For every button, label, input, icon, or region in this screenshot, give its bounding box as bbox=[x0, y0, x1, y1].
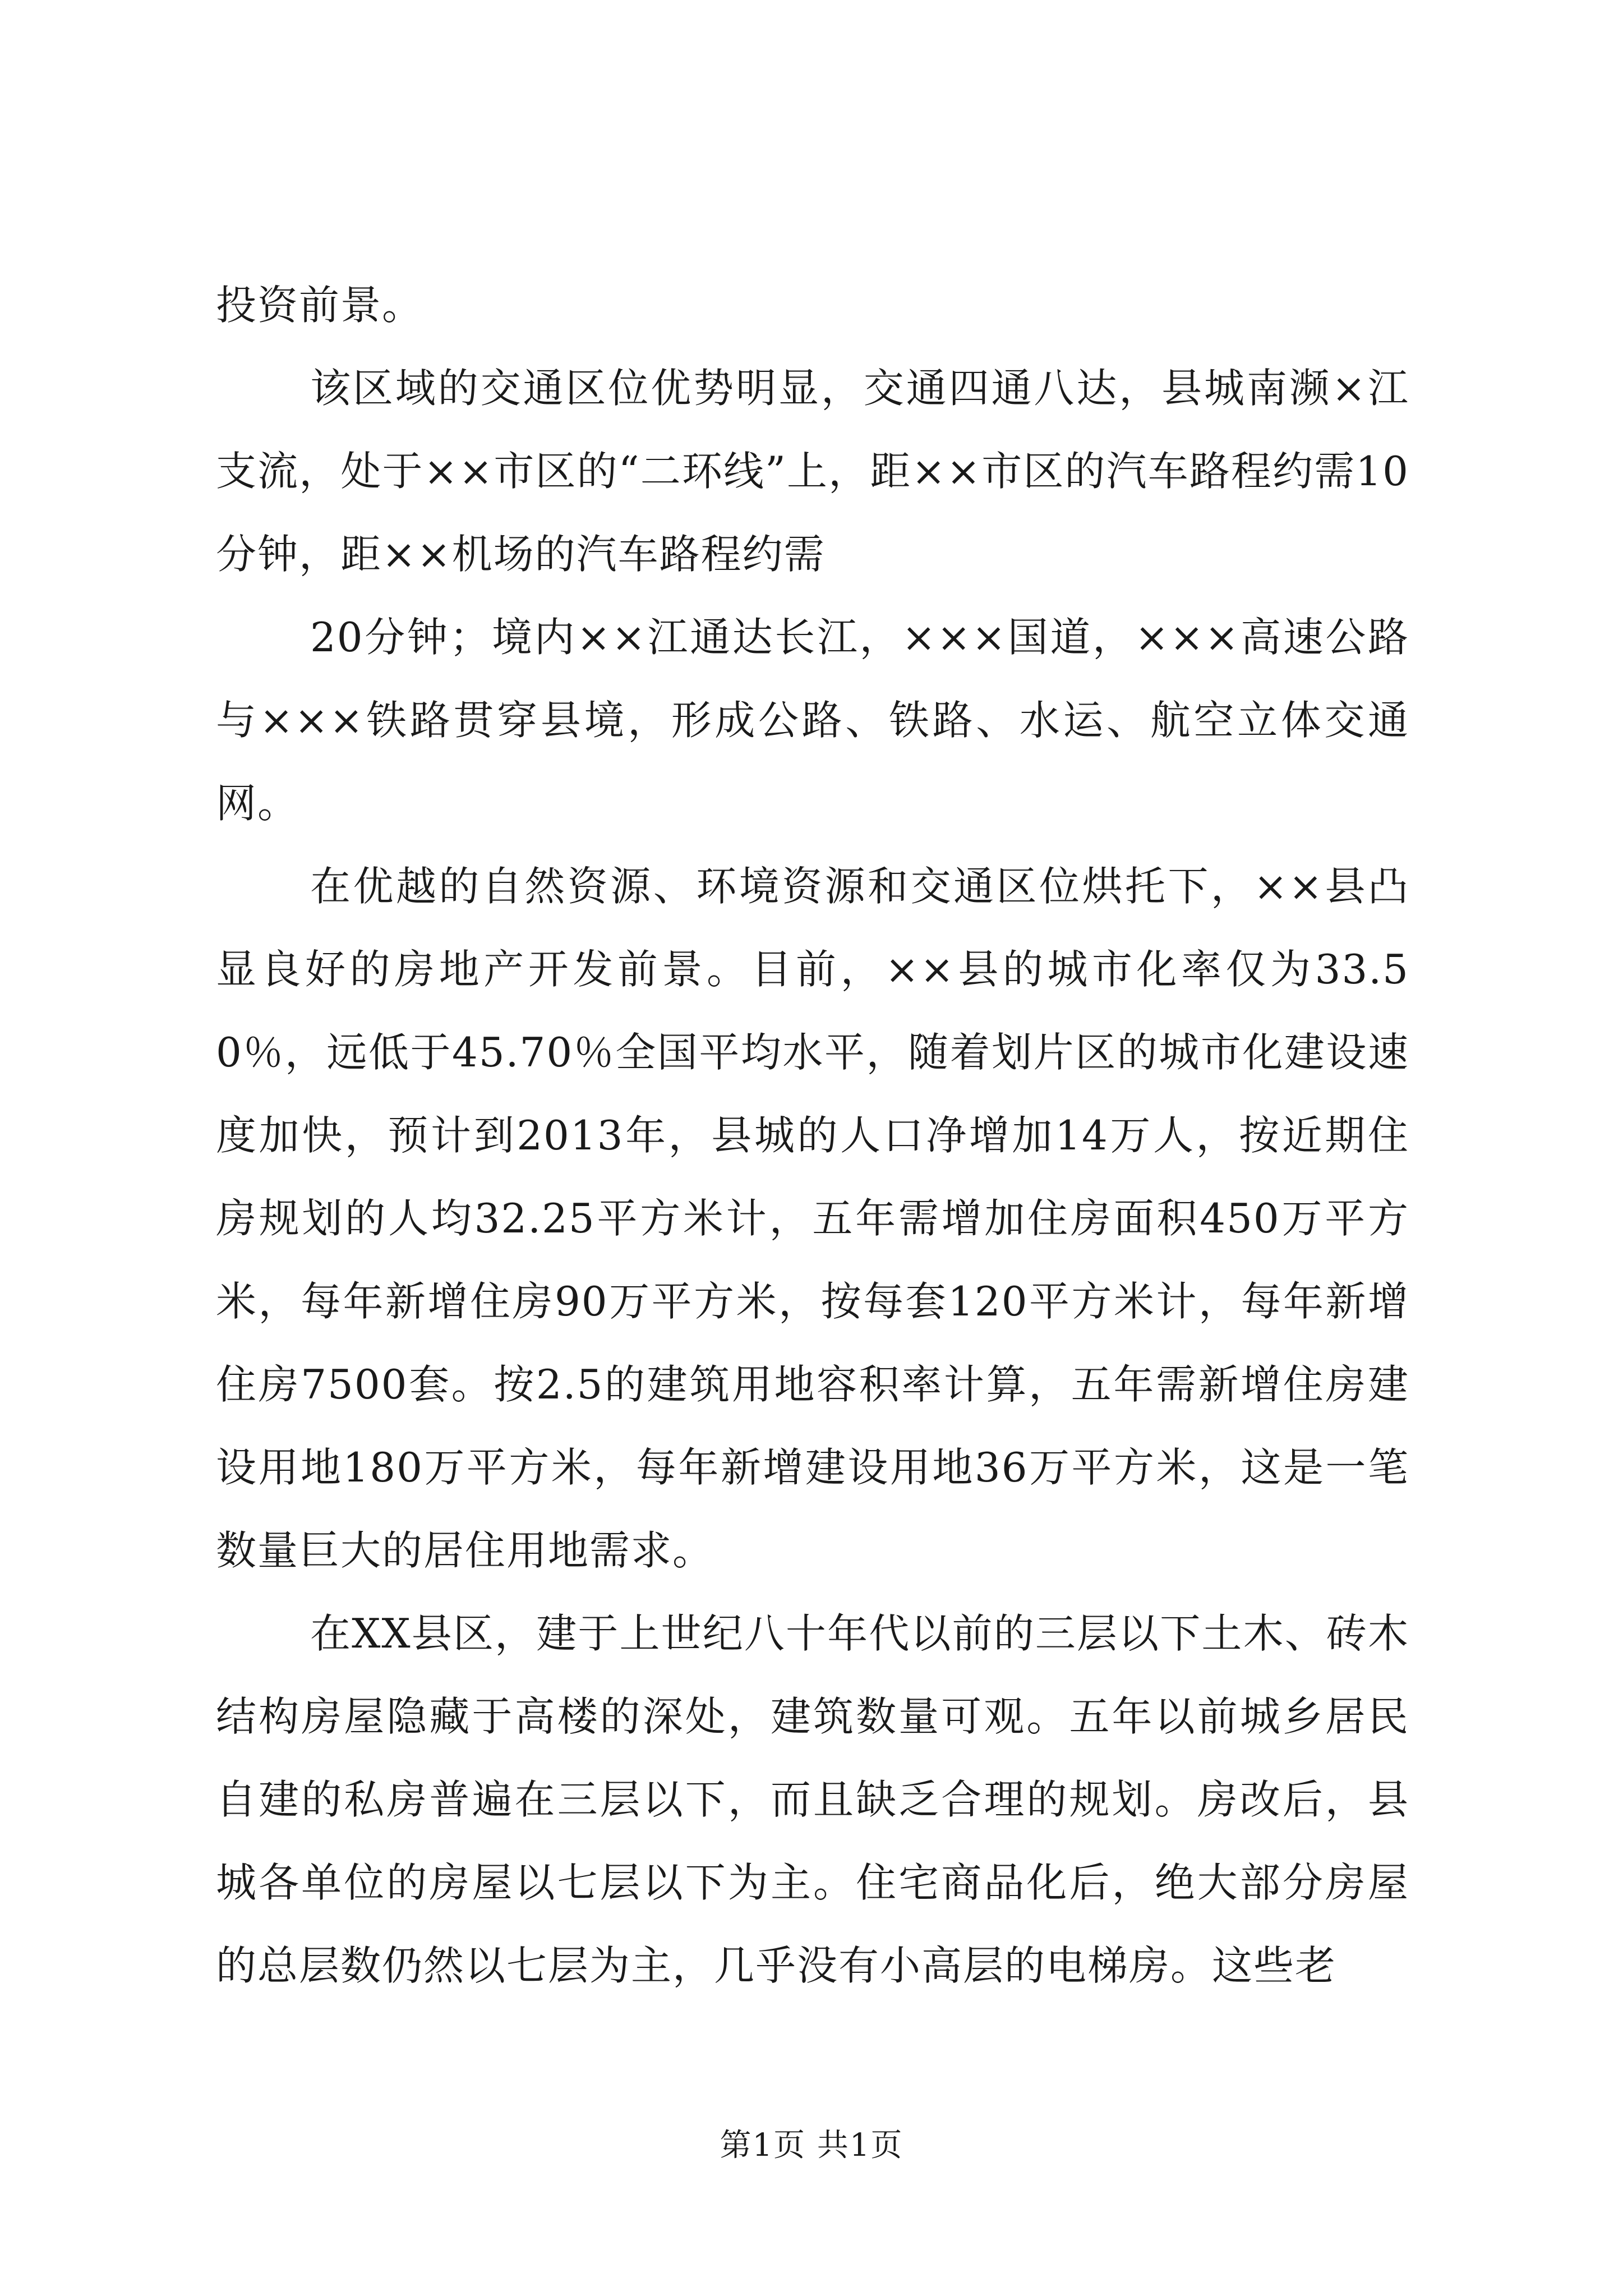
paragraph-5: 在XX县区，建于上世纪八十年代以前的三层以下土木、砖木结构房屋隐藏于高楼的深处，建筑数量可观。五年以前城乡居民自建的私房普遍在三层以下，而且缺乏合理的规划。房改后，县城各单位的房屋以七层以下为主。住宅商品化后，绝大部分房屋的总层数仍然以七层为主，几乎没有小高层的电梯房。这些老 bbox=[216, 1610, 1409, 1989]
page-footer: 第1页 共1页 bbox=[720, 2127, 903, 2164]
paragraph-3: 20分钟；境内××江通达长江，×××国道，×××高速公路与×××铁路贯穿县境，形成公路、铁路、水运、航空立体交通网。 bbox=[216, 614, 1409, 827]
paragraph-1: 投资前景。 bbox=[216, 282, 424, 329]
document-body bbox=[216, 264, 1409, 2007]
paragraph-2: 该区域的交通区位优势明显，交通四通八达，县城南濒×江支流，处于××市区的“二环线”上，距××市区的汽车路程约需10分钟，距××机场的汽车路程约需 bbox=[216, 365, 1409, 578]
paragraph-4: 在优越的自然资源、环境资源和交通区位烘托下，××县凸显良好的房地产开发前景。目前，××县的城市化率仅为33.50％，远低于45.70％全国平均水平，随着划片区的城市化建设速度加快，预计到2013年，县城的人口净增加14万人，按近期住房规划的人均32.25平方米计，五年需增加住房面积450万平方米，每年新增住房90万平方米，按每套120平方米计，每年新增住房7500套。按2.5的建筑用地容积率计算，五年需新增住房建设用地180万平方米，每年新增建设用地36万平方米，这是一笔数量巨大的居住用地需求。 bbox=[216, 863, 1409, 1574]
